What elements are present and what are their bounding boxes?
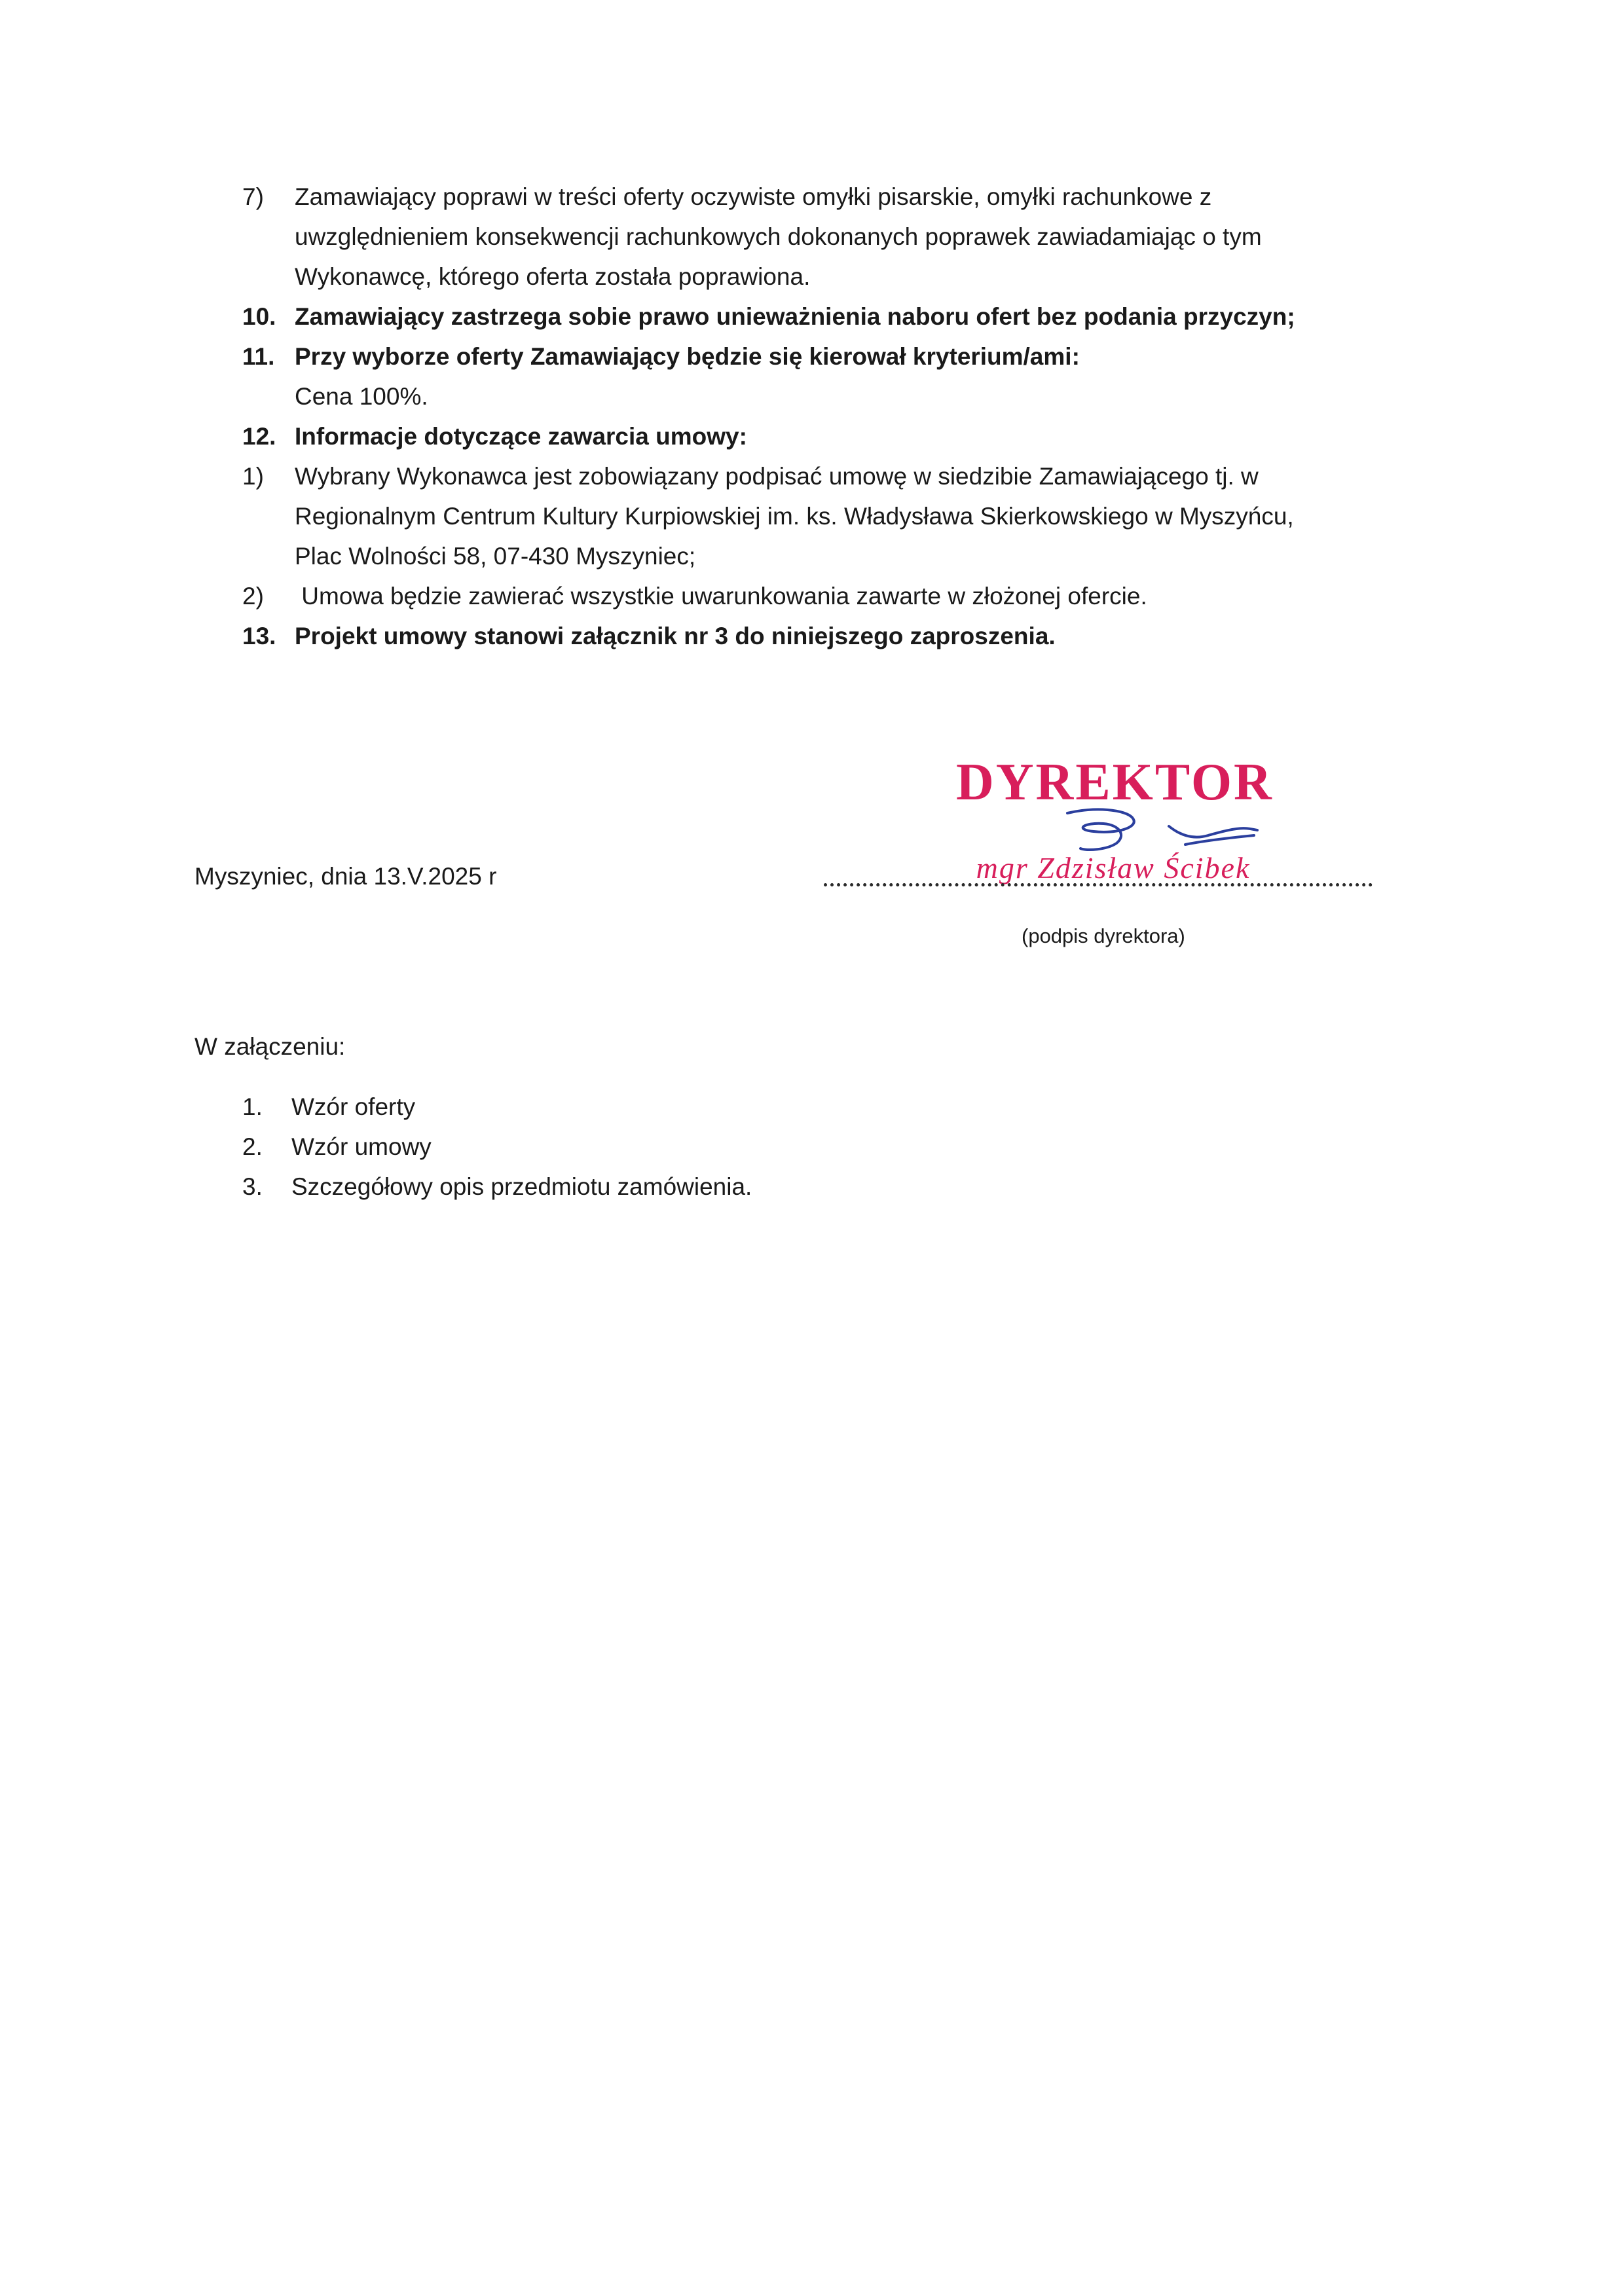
point-text-line: uwzględnieniem konsekwencji rachunkowych dokonanych poprawek zawiadamiając o tym: [295, 223, 1262, 250]
point-text: Projekt umowy stanowi załącznik nr 3 do niniejszego zaproszenia.: [295, 623, 1056, 649]
point-text: Przy wyborze oferty Zamawiający będzie się kierował kryterium/ami:: [295, 343, 1080, 370]
criterion-value: Cena 100%.: [295, 383, 428, 410]
director-stamp: [956, 753, 1297, 894]
point-text-line: Plac Wolności 58, 07-430 Myszyniec;: [295, 543, 696, 570]
stamp-title: DYREKTOR: [956, 754, 1274, 811]
attachment-item: [242, 1087, 752, 1127]
point-number: 7): [242, 183, 264, 210]
point-number: 2): [242, 583, 264, 610]
signature-line: [824, 883, 1373, 886]
point-text: Informacje dotyczące zawarcia umowy:: [295, 423, 747, 450]
point-text: Zamawiający zastrzega sobie prawo unieważnienia naboru ofert bez podania przyczyn;: [295, 303, 1295, 330]
point-text-line: Regionalnym Centrum Kultury Kurpiowskiej im. ks. Władysława Skierkowskiego w Myszyńcu,: [295, 503, 1294, 530]
attachment-item: [242, 1127, 752, 1167]
conditions-section: [242, 177, 1441, 656]
point-number: 10.: [242, 303, 276, 330]
point-number: 13.: [242, 623, 276, 649]
point-text-line: Wykonawcę, którego oferta została poprawiona.: [295, 263, 811, 290]
point-12-2: [242, 576, 1441, 616]
point-text-line: Wybrany Wykonawca jest zobowiązany podpisać umowę w siedzibie Zamawiającego tj. w: [295, 463, 1259, 490]
attachment-number: 2.: [242, 1133, 263, 1160]
attachments-list: [242, 1087, 752, 1207]
attachment-number: 1.: [242, 1093, 263, 1120]
attachment-text: Szczegółowy opis przedmiotu zamówienia.: [291, 1173, 752, 1200]
point-number: 12.: [242, 423, 276, 450]
point-11: [242, 337, 1441, 376]
attachments-label: W załączeniu:: [194, 1033, 346, 1060]
point-7: [242, 177, 1441, 217]
attachment-item: [242, 1167, 752, 1207]
place-and-date: Myszyniec, dnia 13.V.2025 r: [194, 863, 497, 890]
attachment-text: Wzór oferty: [291, 1093, 416, 1120]
point-number: 1): [242, 463, 264, 490]
point-number: 11.: [242, 343, 275, 370]
attachment-text: Wzór umowy: [291, 1133, 432, 1160]
point-10: [242, 297, 1441, 337]
point-12: [242, 416, 1441, 456]
point-text: Umowa będzie zawierać wszystkie uwarunkowania zawarte w złożonej ofercie.: [295, 583, 1147, 610]
point-13: [242, 616, 1441, 656]
stamp-name: mgr Zdzisław Ścibek: [976, 851, 1251, 884]
signature-caption: (podpis dyrektora): [1022, 924, 1185, 947]
point-text-line: Zamawiający poprawi w treści oferty oczywiste omyłki pisarskie, omyłki rachunkowe z: [295, 183, 1212, 210]
attachment-number: 3.: [242, 1173, 263, 1200]
point-12-1: [242, 456, 1441, 496]
